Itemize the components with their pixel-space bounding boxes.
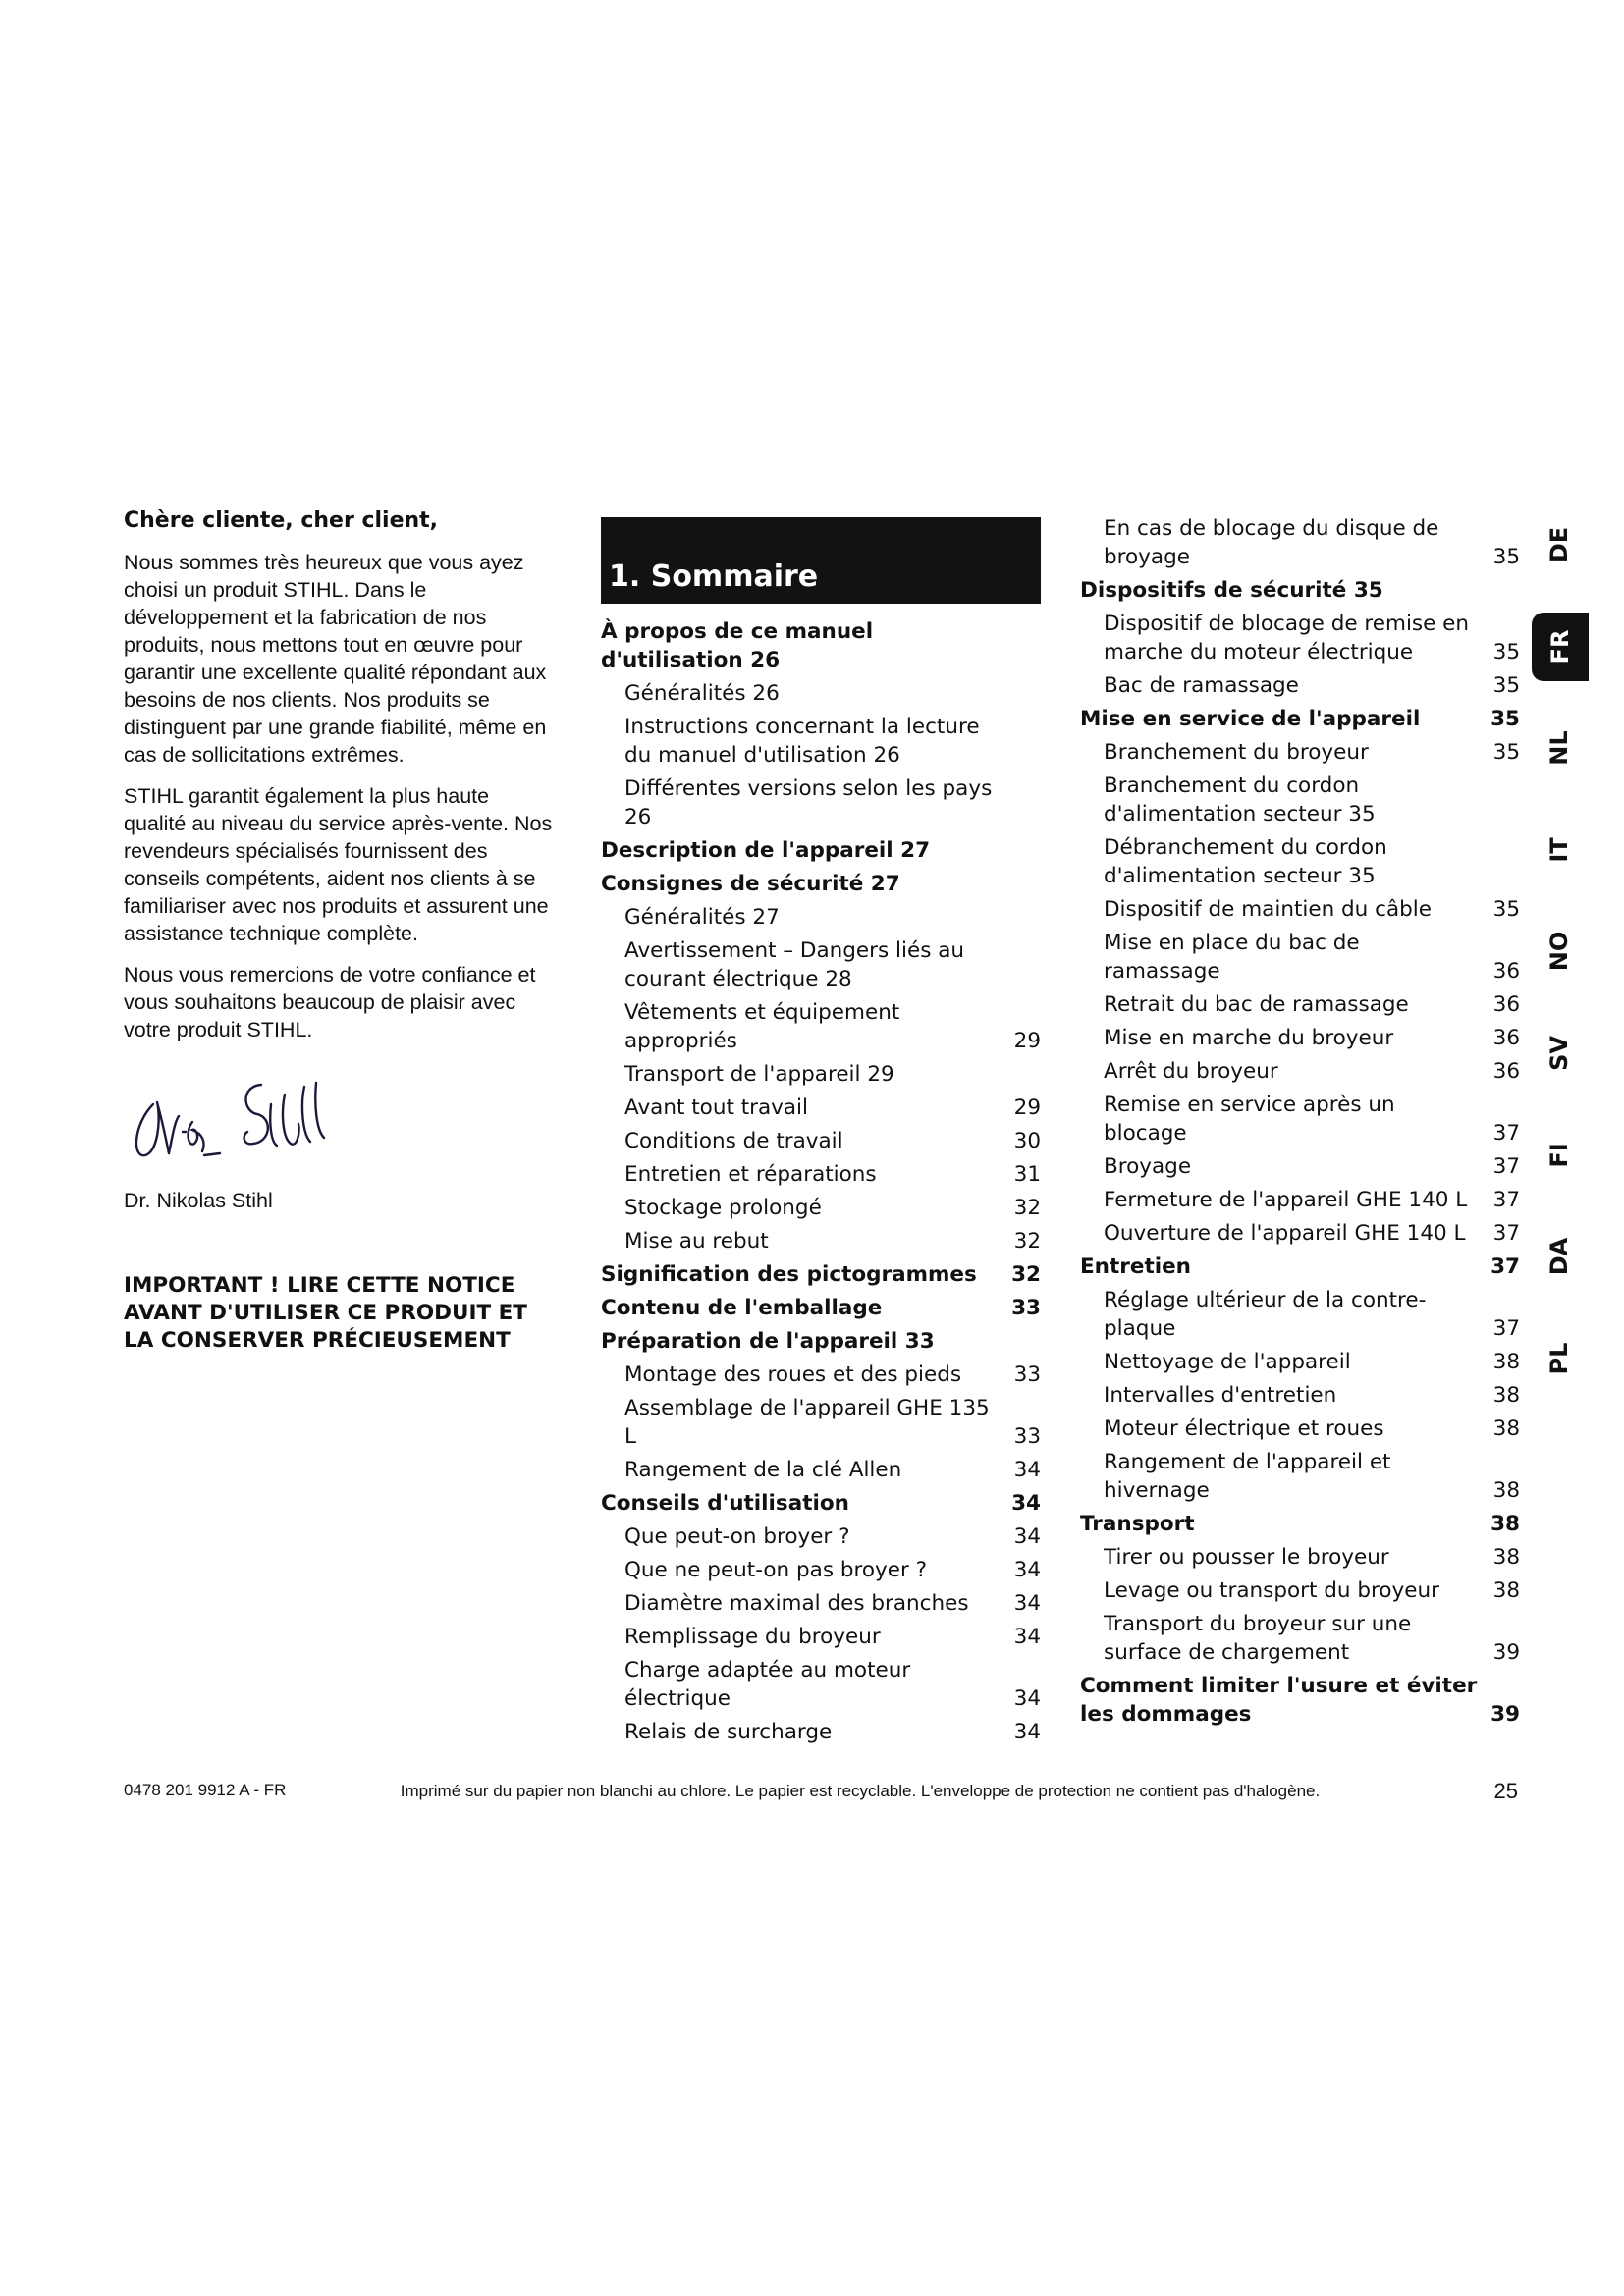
toc-subsection[interactable]	[1080, 1576, 1520, 1605]
toc-entry-text: Levage ou transport du broyeur	[1104, 1578, 1439, 1603]
important-notice: IMPORTANT ! LIRE CETTE NOTICE AVANT D'UTILISER CE PRODUIT ET LA CONSERVER PRÉCIEUSEMENT	[124, 1273, 527, 1353]
toc-entry-page: 38	[1492, 1478, 1520, 1503]
toc-subsection[interactable]	[601, 713, 1041, 770]
toc-entry-page: 36	[1492, 1059, 1520, 1084]
toc-entry-page: 30	[1013, 1129, 1041, 1153]
toc-subsection[interactable]	[1080, 1448, 1520, 1505]
intro-paragraph: STIHL garantit également la plus haute qualité au niveau du service après-vente. Nos revendeurs spécialisés fournissent des conseils compétents, aident nos clients à se familiariser avec nos produits et assurent une assistance technique complète.	[124, 784, 553, 945]
toc-subsection[interactable]	[601, 1194, 1041, 1222]
toc-entry-text: Dispositif de maintien du câble	[1104, 897, 1432, 922]
toc-entry-page: 31	[1013, 1162, 1041, 1187]
toc-entry-page: 34	[1013, 1524, 1041, 1549]
toc-subsection[interactable]	[1080, 990, 1520, 1019]
toc-section[interactable]	[601, 1489, 1041, 1518]
toc-subsection[interactable]	[601, 1556, 1041, 1584]
toc-entry-text: Branchement du cordon d'alimentation secteur 35	[1104, 774, 1376, 827]
language-tab-label: FI	[1545, 1142, 1573, 1168]
toc-entry-page: 32	[1011, 1262, 1041, 1287]
toc-entry-page: 38	[1492, 1545, 1520, 1570]
toc-subsection[interactable]	[601, 1394, 1041, 1451]
toc-entry-text: Réglage ultérieur de la contre-plaque	[1104, 1288, 1427, 1341]
toc-entry-page: 33	[1011, 1296, 1041, 1320]
toc-subsection[interactable]	[601, 936, 1041, 993]
toc-entry-text: Dispositif de blocage de remise en marche du moteur électrique	[1104, 612, 1470, 665]
toc-subsection[interactable]	[1080, 1091, 1520, 1148]
toc-subsection[interactable]	[1080, 895, 1520, 924]
toc-entry-page: 36	[1492, 1026, 1520, 1050]
toc-entry-text: Broyage	[1104, 1154, 1192, 1179]
toc-entry-text: Assemblage de l'appareil GHE 135 L	[624, 1396, 990, 1449]
toc-section[interactable]	[601, 1294, 1041, 1322]
toc-subsection[interactable]	[601, 1361, 1041, 1389]
language-tab-label: DE	[1545, 526, 1573, 563]
language-tab-de[interactable]	[1532, 510, 1587, 579]
toc-entry-text: Débranchement du cordon d'alimentation secteur 35	[1104, 835, 1387, 888]
toc-entry-text: Fermeture de l'appareil GHE 140 L	[1104, 1188, 1468, 1212]
toc-entry-page: 34	[1011, 1491, 1041, 1516]
toc-entry-text: Conseils d'utilisation	[601, 1491, 849, 1516]
document-code: 0478 201 9912 A - FR	[124, 1781, 287, 1799]
toc-entry-text: Arrêt du broyeur	[1104, 1059, 1278, 1084]
toc-entry-text: Contenu de l'emballage	[601, 1296, 883, 1320]
toc-entry-text: Conditions de travail	[624, 1129, 843, 1153]
language-tab-label: NL	[1545, 730, 1573, 766]
toc-entry-text: En cas de blocage du disque de broyage	[1104, 516, 1439, 569]
toc-subsection[interactable]	[601, 679, 1041, 708]
toc-entry-page: 37	[1492, 1154, 1520, 1179]
toc-entry-text: Nettoyage de l'appareil	[1104, 1350, 1351, 1374]
toc-entry-text: Stockage prolongé	[624, 1196, 822, 1220]
toc-subsection[interactable]	[1080, 1186, 1520, 1214]
toc-subsection[interactable]	[601, 1160, 1041, 1189]
toc-entry-text: Bac de ramassage	[1104, 673, 1299, 698]
toc-list	[1080, 514, 1520, 1729]
toc-subsection[interactable]	[1080, 738, 1520, 767]
toc-entry-text: Retrait du bac de ramassage	[1104, 992, 1409, 1017]
toc-subsection[interactable]	[601, 1522, 1041, 1551]
paper-note: Imprimé sur du papier non blanchi au chlore. Le papier est recyclable. L'enveloppe de protection ne contient pas d'halogène.	[400, 1782, 1321, 1800]
toc-entry-text: Consignes de sécurité 27	[601, 872, 900, 896]
toc-entry-text: Remise en service après un blocage	[1104, 1093, 1395, 1146]
toc-entry-text: Diamètre maximal des branches	[624, 1591, 969, 1616]
toc-section[interactable]	[1080, 576, 1520, 605]
toc-entry-page: 34	[1013, 1625, 1041, 1649]
language-tab-no[interactable]	[1532, 917, 1587, 986]
toc-entry-text: Généralités 26	[624, 681, 780, 706]
toc-entry-text: Intervalles d'entretien	[1104, 1383, 1337, 1408]
toc-subsection[interactable]	[1080, 514, 1520, 571]
toc-entry-page: 34	[1013, 1458, 1041, 1482]
toc-entry-text: Montage des roues et des pieds	[624, 1362, 962, 1387]
toc-entry-page: 33	[1013, 1362, 1041, 1387]
toc-subsection[interactable]	[1080, 1152, 1520, 1181]
toc-column-1	[601, 517, 1041, 1751]
toc-subsection[interactable]	[1080, 671, 1520, 700]
toc-entry-page: 32	[1013, 1196, 1041, 1220]
toc-entry-page: 35	[1492, 897, 1520, 922]
toc-subsection[interactable]	[1080, 1348, 1520, 1376]
toc-subsection[interactable]	[1080, 929, 1520, 986]
toc-section[interactable]	[1080, 1510, 1520, 1538]
toc-subsection[interactable]	[1080, 1286, 1520, 1343]
toc-entry-text: Rangement de l'appareil et hivernage	[1104, 1450, 1391, 1503]
language-tab-sv[interactable]	[1532, 1019, 1587, 1088]
intro-paragraph: Nous sommes très heureux que vous ayez choisi un produit STIHL. Dans le développement et la fabrication de nos produits, nous mettons tout en œuvre pour garantir une excellente qualité répondant aux besoins de nos clients. Nos produits se distinguent par une grande fiabilité, même en cas de sollicitations extrêmes.	[124, 551, 547, 767]
toc-section[interactable]	[1080, 1253, 1520, 1281]
page-footer	[124, 1779, 1518, 1838]
toc-entry-page: 37	[1492, 1121, 1520, 1146]
toc-entry-text: Transport	[1080, 1512, 1195, 1536]
toc-entry-page: 36	[1492, 992, 1520, 1017]
toc-entry-page: 37	[1490, 1255, 1520, 1279]
toc-entry-page: 34	[1013, 1686, 1041, 1711]
toc-entry-text: Vêtements et équipement appropriés	[624, 1000, 900, 1053]
toc-section[interactable]	[1080, 705, 1520, 733]
toc-subsection[interactable]	[601, 903, 1041, 932]
toc-subsection[interactable]	[601, 1589, 1041, 1618]
toc-section[interactable]	[601, 1327, 1041, 1356]
language-tab-label: SV	[1545, 1036, 1573, 1071]
toc-entry-text: Généralités 27	[624, 905, 780, 930]
toc-entry-page: 32	[1013, 1229, 1041, 1254]
language-tabs	[1532, 510, 1587, 1425]
toc-subsection[interactable]	[1080, 1057, 1520, 1086]
toc-entry-page: 34	[1013, 1558, 1041, 1582]
language-tab-label: DA	[1545, 1237, 1573, 1276]
toc-entry-text: Dispositifs de sécurité 35	[1080, 578, 1383, 603]
toc-list	[601, 617, 1041, 1746]
toc-section[interactable]	[601, 870, 1041, 898]
toc-entry-text: Comment limiter l'usure et éviter les dommages	[1080, 1674, 1478, 1727]
toc-entry-page: 38	[1492, 1383, 1520, 1408]
toc-subsection[interactable]	[1080, 1415, 1520, 1443]
toc-title-banner	[601, 517, 1041, 604]
toc-entry-text: Description de l'appareil 27	[601, 838, 931, 863]
toc-subsection[interactable]	[1080, 1543, 1520, 1572]
toc-entry-text: Que peut-on broyer ?	[624, 1524, 850, 1549]
toc-section[interactable]	[601, 1260, 1041, 1289]
salutation: Chère cliente, cher client,	[124, 508, 439, 533]
toc-entry-page: 29	[1013, 1095, 1041, 1120]
toc-subsection[interactable]	[601, 998, 1041, 1055]
toc-entry-page: 38	[1490, 1512, 1520, 1536]
toc-subsection[interactable]	[1080, 610, 1520, 667]
language-tab-it[interactable]	[1532, 816, 1587, 884]
language-tab-label: PL	[1545, 1342, 1573, 1375]
toc-entry-text: Différentes versions selon les pays 26	[624, 776, 993, 829]
intro-column	[124, 508, 556, 1355]
language-tab-label: IT	[1545, 837, 1573, 863]
toc-subsection[interactable]	[601, 1127, 1041, 1155]
toc-entry-text: Branchement du broyeur	[1104, 740, 1369, 765]
toc-subsection[interactable]	[1080, 833, 1520, 890]
language-tab-fi[interactable]	[1532, 1121, 1587, 1190]
toc-entry-text: Mise en marche du broyeur	[1104, 1026, 1394, 1050]
toc-entry-text: Transport de l'appareil 29	[624, 1062, 894, 1087]
toc-subsection[interactable]	[601, 1227, 1041, 1255]
toc-entry-text: Instructions concernant la lecture du manuel d'utilisation 26	[624, 715, 980, 768]
toc-entry-text: Remplissage du broyeur	[624, 1625, 881, 1649]
language-tab-label: FR	[1546, 629, 1574, 665]
toc-entry-text: Mise en place du bac de ramassage	[1104, 931, 1360, 984]
toc-subsection[interactable]	[1080, 1024, 1520, 1052]
toc-entry-page: 35	[1492, 673, 1520, 698]
toc-entry-page: 35	[1492, 545, 1520, 569]
toc-entry-text: Que ne peut-on pas broyer ?	[624, 1558, 928, 1582]
toc-entry-page: 35	[1492, 640, 1520, 665]
toc-entry-text: Tirer ou pousser le broyeur	[1104, 1545, 1389, 1570]
toc-subsection[interactable]	[1080, 1219, 1520, 1248]
toc-entry-text: Avant tout travail	[624, 1095, 809, 1120]
toc-entry-page: 38	[1492, 1416, 1520, 1441]
language-tab-nl[interactable]	[1532, 714, 1587, 782]
toc-entry-text: Ouverture de l'appareil GHE 140 L	[1104, 1221, 1466, 1246]
toc-entry-page: 35	[1490, 707, 1520, 731]
language-tab-da[interactable]	[1532, 1222, 1587, 1291]
signature-image	[124, 1065, 359, 1173]
toc-entry-text: Charge adaptée au moteur électrique	[624, 1658, 911, 1711]
toc-entry-page: 34	[1013, 1720, 1041, 1744]
toc-subsection[interactable]	[1080, 1610, 1520, 1667]
toc-entry-text: Préparation de l'appareil 33	[601, 1329, 935, 1354]
toc-entry-text: À propos de ce manuel d'utilisation 26	[601, 619, 874, 672]
language-tab-pl[interactable]	[1532, 1324, 1587, 1393]
toc-section[interactable]	[1080, 1672, 1520, 1729]
page-number: 25	[1493, 1779, 1518, 1803]
toc-entry-text: Rangement de la clé Allen	[624, 1458, 902, 1482]
toc-entry-text: Entretien et réparations	[624, 1162, 877, 1187]
toc-entry-page: 39	[1490, 1702, 1520, 1727]
toc-subsection[interactable]	[601, 1094, 1041, 1122]
toc-entry-page: 29	[1013, 1029, 1041, 1053]
toc-entry-page: 37	[1492, 1316, 1520, 1341]
toc-entry-text: Avertissement – Dangers liés au courant électrique 28	[624, 938, 965, 991]
toc-entry-text: Moteur électrique et roues	[1104, 1416, 1384, 1441]
toc-subsection[interactable]	[601, 1456, 1041, 1484]
language-tab-label: NO	[1545, 932, 1573, 972]
signer-name: Dr. Nikolas Stihl	[124, 1189, 273, 1212]
toc-section[interactable]	[601, 836, 1041, 865]
language-tab-fr[interactable]	[1532, 613, 1589, 681]
toc-subsection[interactable]	[601, 774, 1041, 831]
toc-subsection[interactable]	[1080, 772, 1520, 828]
toc-entry-text: Signification des pictogrammes	[601, 1262, 977, 1287]
toc-subsection[interactable]	[601, 1718, 1041, 1746]
toc-subsection[interactable]	[1080, 1381, 1520, 1410]
toc-entry-page: 35	[1492, 740, 1520, 765]
intro-paragraph: Nous vous remercions de votre confiance et vous souhaitons beaucoup de plaisir avec votre produit STIHL.	[124, 963, 536, 1041]
toc-entry-text: Mise au rebut	[624, 1229, 769, 1254]
toc-subsection[interactable]	[601, 1060, 1041, 1089]
toc-entry-text: Transport du broyeur sur une surface de chargement	[1104, 1612, 1412, 1665]
toc-entry-page: 33	[1013, 1424, 1041, 1449]
toc-entry-page: 34	[1013, 1591, 1041, 1616]
toc-column-2	[1080, 514, 1520, 1734]
toc-subsection[interactable]	[601, 1623, 1041, 1651]
toc-entry-text: Entretien	[1080, 1255, 1191, 1279]
toc-entry-text: Relais de surcharge	[624, 1720, 833, 1744]
toc-subsection[interactable]	[601, 1656, 1041, 1713]
toc-section[interactable]	[601, 617, 1041, 674]
toc-entry-page: 36	[1492, 959, 1520, 984]
toc-title: 1. Sommaire	[609, 560, 819, 594]
toc-entry-page: 38	[1492, 1578, 1520, 1603]
toc-entry-page: 37	[1492, 1188, 1520, 1212]
toc-entry-text: Mise en service de l'appareil	[1080, 707, 1421, 731]
toc-entry-page: 39	[1492, 1640, 1520, 1665]
toc-entry-page: 37	[1492, 1221, 1520, 1246]
toc-entry-page: 38	[1492, 1350, 1520, 1374]
